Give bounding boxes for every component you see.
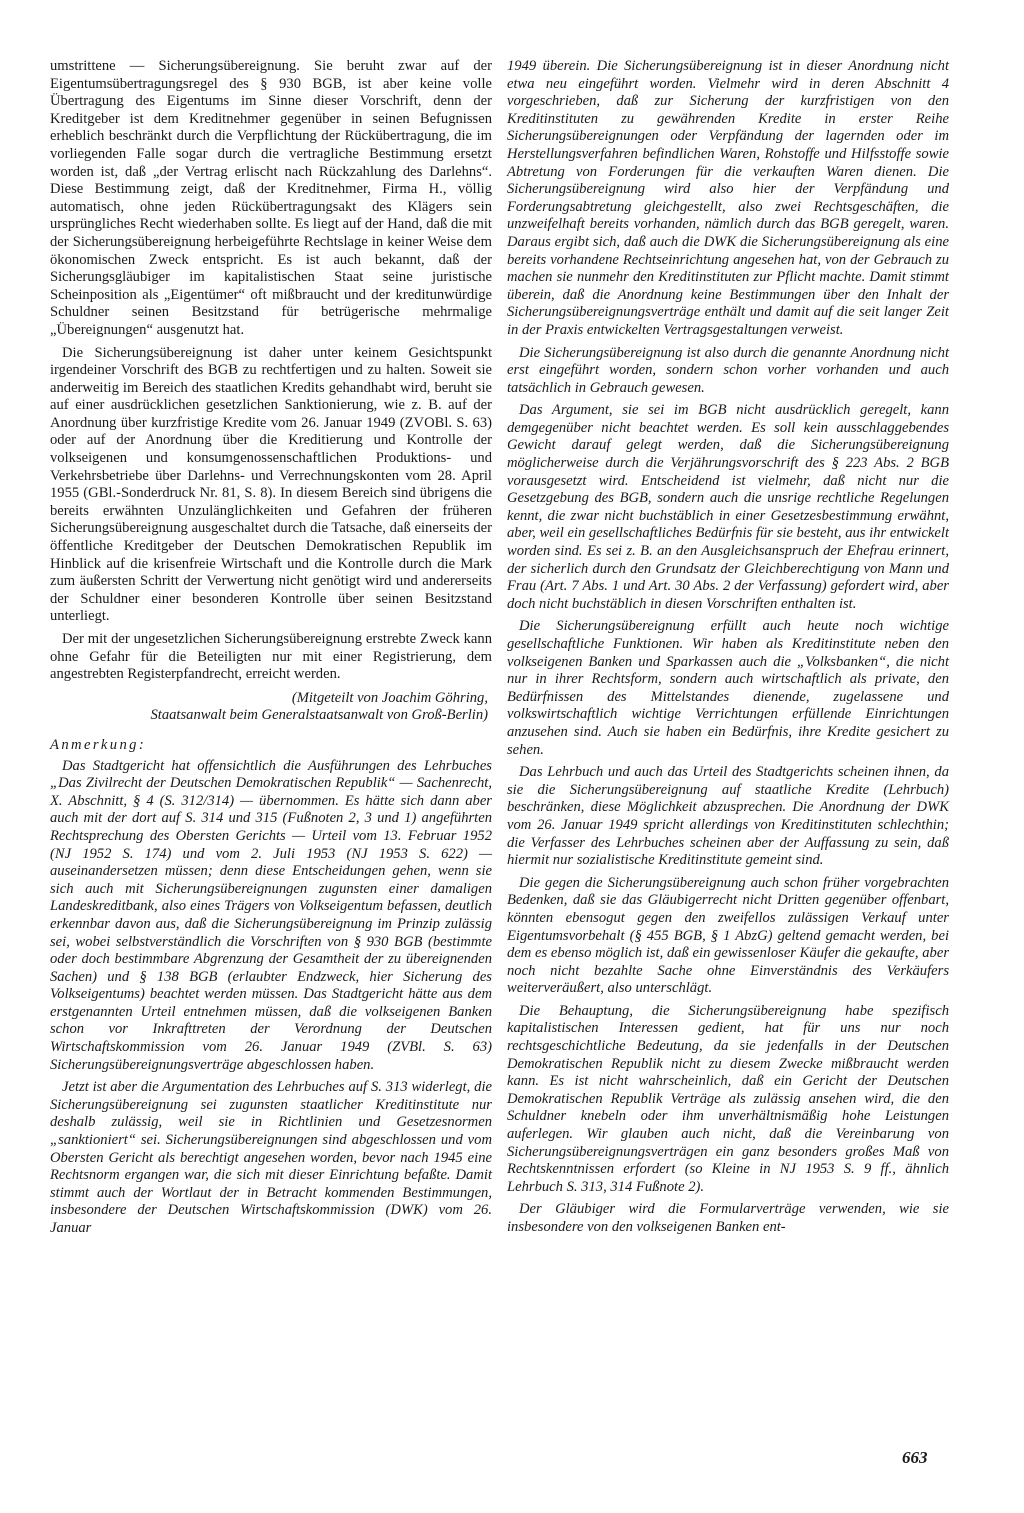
citation-line-1: (Mitgeteilt von Joachim Göhring, [291,689,488,706]
left-paragraph-1: umstrittene — Sicherungsübereignung. Sie beruht zwar auf der Eigentumsübertragungsregel des § 930 BGB, ist aber keine volle Übertragung des Eigentums im Sinne dieser Vorschrift, denn der Kreditgeber ist dem Kreditnehmer gegenüber in seinen Befugnissen erheblich beschränkt durch die Verpflichtung der Rückübertragung, die im vorliegenden Falle sogar durch die vertragliche Bestimmung ersetzt worden ist, daß „der Vertrag erlischt nach Rückzahlung des Darlehns“. Diese Bestimmung zeigt, daß der Kreditnehmer, Firma H., völlig automatisch, ohne jeden Rückübertragungsakt des Klägers sein ursprüngliches Recht wiederhaben sollte. Es liegt auf der Hand, daß die mit der Sicherungsübereignung herbeigeführte Rechtslage in keiner Weise dem ökonomischen Zweck entspricht. Es ist auch bekannt, daß der Sicherungsgläubiger im kapitalistischen Staat seine juristische Scheinposition als „Eigentümer“ oft mißbraucht und der kreditunwürdige Schuldner seinen Besitzstand für betrügerische mehrmalige „Übereignungen“ ausgenutzt hat. [50,58,492,338]
right-paragraph-6: Die gegen die Sicherungsübereignung auch schon früher vorgebrachten Bedenken, daß sie das Gläubigerrecht nicht Dritten gegenüber offenbart, könnten ebensogut gegen den zweifellos zulässigen Verkauf unter Eigentumsvorbehalt (§ 455 BGB, § 1 AbzG) geltend gemacht werden, bei dem es ebenso möglich ist, daß ein gewissenloser Käufer die gekaufte, aber noch nicht bezahlte Sache ohne Einverständnis des Verkäufers weiterveräußert, also unterschlägt. [507,874,949,997]
citation-line-2: Staatsanwalt beim Generalstaatsanwalt von Groß-Berlin) [150,707,488,724]
left-paragraph-5: Jetzt ist aber die Argumentation des Lehrbuches auf S. 313 widerlegt, die Sicherungsübereignung sei zugunsten staatlicher Kreditinstitute nur deshalb zulässig, weil sie in Richtlinien und Gesetzesnormen „sanktioniert“ sei. Sicherungsübereignungen sind abgeschlossen und vom Obersten Gericht als berechtigt angesehen worden, bevor nach 1945 eine Rechtsnorm ergangen war, die sich mit dieser Einrichtung befaßte. Damit stimmt auch der Wortlaut der in Betracht kommenden Bestimmungen, insbesondere der Deutschen Wirtschaftskommission (DWK) vom 26. Januar [50,1079,492,1236]
page-number: 663 [902,1448,928,1467]
right-paragraph-2: Die Sicherungsübereignung ist also durch die genannte Anordnung nicht erst eingeführt worden, sondern schon vorher vorhanden und auch tatsächlich in Gebrauch gewesen. [507,344,949,396]
right-paragraph-1: 1949 überein. Die Sicherungsübereignung ist in dieser Anordnung nicht etwa neu eingeführt worden. Vielmehr wird in deren Abschnitt 4 vorgeschrieben, daß zur Sicherung der kurzfristigen von den Kreditinstituten zu gewährenden Kredite in erster Reihe Sicherungsübereignungen oder Verpfändung der lagernden oder im Herstellungsverfahren befindlichen Waren, Rohstoffe und Hilfsstoffe sowie Abtretung von Forderungen für die verkauften Waren dienen. Die Sicherungsübereignung wird also hier der Verpfändung und Forderungsabtretung gleichgestellt, also zwei Rechtsgeschäften, die unzweifelhaft bereits vorhanden, nämlich durch das BGB geregelt, waren. Daraus ergibt sich, daß auch die DWK die Sicherungsübereignung als eine bereits vorhandene Rechtseinrichtung angesehen hat, von der Gebrauch zu machen sie nunmehr den Kreditinstituten zur Pflicht machte. Damit stimmt überein, daß die Anordnung keine Bestimmungen über den Inhalt der Sicherungsübereignungsverträge enthält und damit auf die seit langer Zeit in der Praxis entwickelten Vertragsgestaltungen verweist. [507,58,949,338]
left-column [50,58,492,1243]
anmerkung-heading: Anmerkung: [50,736,147,753]
left-paragraph-4: Das Stadtgericht hat offensichtlich die Ausführungen des Lehrbuches „Das Zivilrecht der Deutschen Demokratischen Republik“ — Sachenrecht, X. Abschnitt, § 4 (S. 312/314) — übernommen. Es hätte sich dann aber auch mit der dort auf S. 314 und 315 (Fußnoten 2, 3 und 1) angeführten Rechtsprechung des Obersten Gerichts — Urteil vom 13. Februar 1952 (NJ 1952 S. 174) und vom 2. Juli 1953 (NJ 1953 S. 622) — auseinandersetzen müssen; denn diese Entscheidungen gehen, wenn sie sich auch mit Sicherungsübereignungen zugunsten einer damaligen Landeskreditbank, also eines Trägers von Volkseigentum befassen, deutlich erkennbar davon aus, daß die Sicherungsübereignung im Prinzip zulässig sei, wobei selbstverständlich die Vorschriften von § 930 BGB (bestimmte oder doch bestimmbare Abgrenzung der Gesamtheit der zu übereignenden Sachen) und § 138 BGB (erlaubter Endzweck, hier Sicherung des Volkseigentums) beachtet werden müssen. Das Stadtgericht hätte aus dem erstgenannten Urteil entnehmen müssen, daß die volkseigenen Banken schon vor Inkrafttreten der Verordnung der Deutschen Wirtschaftskommission vom 26. Januar 1949 (ZVBl. S. 63) Sicherungsübereignungsverträge abgeschlossen haben. [50,757,492,1073]
right-paragraph-7: Die Behauptung, die Sicherungsübereignung habe spezifisch kapitalistischen Interessen gedient, hat für uns nur noch rechtsgeschichtliche Bedeutung, da sie jedenfalls in der Deutschen Demokratischen Republik nicht zu diesem Zwecke mißbraucht werden kann. Es ist nicht wahrscheinlich, daß ein Gericht der Deutschen Demokratischen Republik Verträge als zulässig ansehen wird, die den Schuldner knebeln oder ihm unverhältnismäßig hohe Leistungen auferlegen. Wir glauben auch nicht, daß die Vereinbarung von Sicherungsübereignungsverträgen ein ganz besonders großes Maß von Rechtskenntnissen erfordert (so Kleine in NJ 1953 S. 9 ff., ähnlich Lehrbuch S. 313, 314 Fußnote 2). [507,1002,949,1195]
right-paragraph-5: Das Lehrbuch und auch das Urteil des Stadtgerichts scheinen ihnen, da sie die Sicherungsübereignung auf staatliche Kredite (Lehrbuch) beschränken, diese Möglichkeit abzusprechen. Die Anordnung der DWK vom 26. Januar 1949 spricht allerdings von Kreditinstituten schlechthin; die Verfasser des Lehrbuches scheinen aber der Auffassung zu sein, daß hiermit nur sozialistische Kreditinstitute gemeint sind. [507,764,949,869]
right-paragraph-3: Das Argument, sie sei im BGB nicht ausdrücklich geregelt, kann demgegenüber nicht beachtet werden. Es soll kein ausschlaggebendes Gewicht darauf gelegt werden, daß die Sicherungsübereignung möglicherweise durch die Verjährungsvorschrift des § 223 Abs. 2 BGB vorausgesetzt wird. Entscheidend ist vielmehr, daß nicht nur die Gesetzgebung des BGB, sondern auch die unsrige rechtliche Regelungen kennt, die zwar nicht buchstäblich in einer Gesetzesbestimmung erwähnt, aber, weil ein gesellschaftliches Bedürfnis für sie besteht, aus ihr entwickelt worden sind. Es sei z. B. an den Ausgleichsanspruch der Ehefrau erinnert, der sicherlich durch den Grundsatz der Gleichberechtigung von Mann und Frau (Art. 7 Abs. 1 und Art. 30 Abs. 2 der Verfassung) gefordert wird, aber doch nicht buchstäblich in diesen Vorschriften enthalten ist. [507,402,949,612]
right-paragraph-4: Die Sicherungsübereignung erfüllt auch heute noch wichtige gesellschaftliche Funktionen. Wir haben als Kreditinstitute neben den volkseigenen Banken und Sparkassen auch die „Volksbanken“, die nicht nur in ihrer Rechtsform, sondern auch wirtschaftlich als private, den Bedürfnissen des Mittelstandes dienende, zugelassene und volkswirtschaftlich wichtige Verrichtungen erfüllende Einrichtungen anzusehen sind. Auch sie haben ein Bedürfnis, ihre Kredite gesichert zu sehen. [507,618,949,758]
right-paragraph-8: Der Gläubiger wird die Formularverträge verwenden, wie sie insbesondere von den volkseigenen Banken ent- [507,1201,949,1235]
citation [50,690,488,725]
right-column [507,58,949,1242]
left-paragraph-2: Die Sicherungsübereignung ist daher unter keinem Gesichtspunkt irgendeiner Vorschrift des BGB zu rechtfertigen und zu halten. Soweit sie anderweitig im Bereich des staatlichen Kredits gehandhabt wird, beruht sie auf einer ausdrücklichen gesetzlichen Sanktionierung, wie z. B. auf der Anordnung über kurzfristige Kredite vom 26. Januar 1949 (ZVOBl. S. 63) oder auf der Anordnung über die Kreditierung und Kontrolle der volkseigenen und konsumgenossenschaftlichen Produktions- und Verkehrsbetriebe über Darlehns- und Verrechnungskonten vom 28. April 1955 (GBl.-Sonderdruck Nr. 81, S. 8). In diesem Bereich sind übrigens die bereits erwähnten Unzulänglichkeiten und Gefahren der früheren Sicherungsübereignung ausgeschaltet durch die Tatsache, daß einerseits der öffentliche Kreditgeber der Deutschen Demokratischen Republik im Hinblick auf die krisenfreie Wirtschaft und die Kontrolle durch die Mark zum äußersten Schritt der Verwertung nicht genötigt wird und andererseits der Schuldner einer besonderen Kontrolle über seinen Besitzstand unterliegt. [50,344,492,625]
left-paragraph-3: Der mit der ungesetzlichen Sicherungsübereignung erstrebte Zweck kann ohne Gefahr für die Beteiligten nur mit einer Registrierung, dem angestrebten Registerpfandrecht, erreicht werden. [50,631,492,683]
